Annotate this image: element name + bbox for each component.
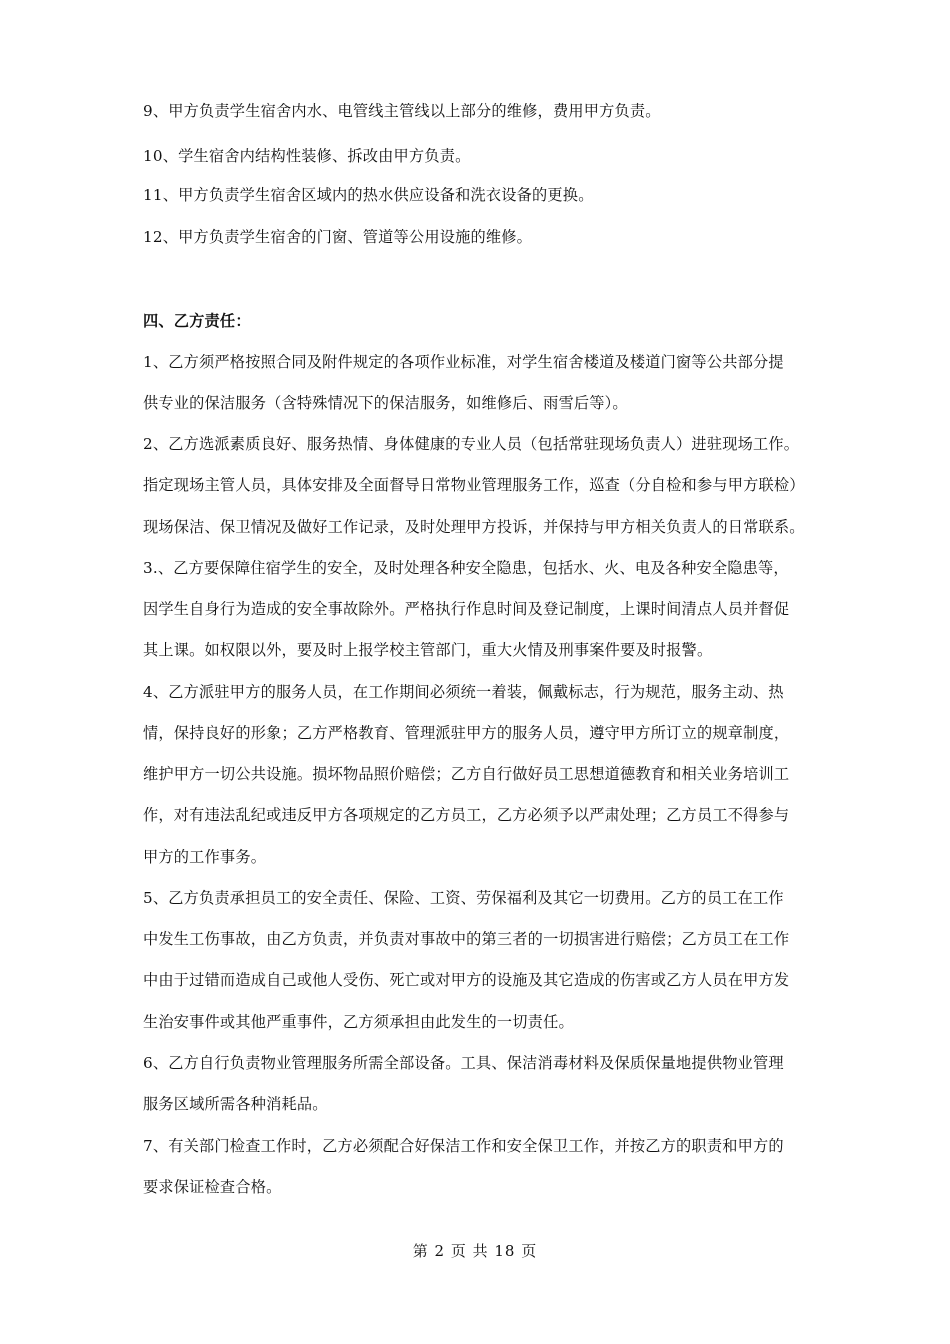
- paragraph-line: 情，保持良好的形象；乙方严格教育、管理派驻甲方的服务人员，遵守甲方所订立的规章制度，: [143, 724, 790, 742]
- paragraph-line: 因学生自身行为造成的安全事故除外。严格执行作息时间及登记制度，上课时间清点人员并督促: [143, 600, 790, 618]
- paragraph-line: 中由于过错而造成自己或他人受伤、死亡或对甲方的设施及其它造成的伤害或乙方人员在甲方发: [143, 971, 790, 989]
- paragraph-line: 11、甲方负责学生宿舍区域内的热水供应设备和洗衣设备的更换。: [143, 186, 594, 204]
- paragraph-line: 供专业的保洁服务（含特殊情况下的保洁服务，如维修后、雨雪后等）。: [143, 394, 628, 412]
- page-footer: 第 2 页 共 18 页: [412, 1242, 538, 1260]
- paragraph-line: 3.、乙方要保障住宿学生的安全，及时处理各种安全隐患，包括水、火、电及各种安全隐患等，: [143, 559, 789, 577]
- paragraph-line: 作，对有违法乱纪或违反甲方各项规定的乙方员工，乙方必须予以严肃处理；乙方员工不得参与: [143, 806, 790, 824]
- section-heading: 四、乙方责任：: [143, 312, 251, 330]
- paragraph-line: 甲方的工作事务。: [143, 848, 267, 866]
- paragraph-line: 指定现场主管人员，具体安排及全面督导日常物业管理服务工作，巡查（分自检和参与甲方联检）: [143, 476, 805, 494]
- paragraph-line: 7、有关部门检查工作时，乙方必须配合好保洁工作和安全保卫工作，并按乙方的职责和甲方的: [143, 1137, 784, 1155]
- paragraph-line: 9、甲方负责学生宿舍内水、电管线主管线以上部分的维修，费用甲方负责。: [143, 102, 661, 120]
- paragraph-line: 1、乙方须严格按照合同及附件规定的各项作业标准，对学生宿舍楼道及楼道门窗等公共部分提: [143, 353, 784, 371]
- paragraph-line: 服务区域所需各种消耗品。: [143, 1095, 328, 1113]
- paragraph-line: 要求保证检查合格。: [143, 1178, 282, 1196]
- paragraph-line: 5、乙方负责承担员工的安全责任、保险、工资、劳保福利及其它一切费用。乙方的员工在工作: [143, 889, 784, 907]
- paragraph-line: 12、甲方负责学生宿舍的门窗、管道等公用设施的维修。: [143, 228, 533, 246]
- paragraph-line: 2、乙方选派素质良好、服务热情、身体健康的专业人员（包括常驻现场负责人）进驻现场工作。: [143, 435, 800, 453]
- paragraph-line: 其上课。如权限以外，要及时上报学校主管部门，重大火情及刑事案件要及时报警。: [143, 641, 713, 659]
- paragraph-line: 维护甲方一切公共设施。损坏物品照价赔偿；乙方自行做好员工思想道德教育和相关业务培训工: [143, 765, 790, 783]
- paragraph-line: 现场保洁、保卫情况及做好工作记录，及时处理甲方投诉，并保持与甲方相关负责人的日常联系。: [143, 518, 805, 536]
- paragraph-line: 4、乙方派驻甲方的服务人员，在工作期间必须统一着装，佩戴标志，行为规范，服务主动、热: [143, 683, 784, 701]
- paragraph-line: 10、学生宿舍内结构性装修、拆改由甲方负责。: [143, 147, 471, 165]
- paragraph-line: 中发生工伤事故，由乙方负责，并负责对事故中的第三者的一切损害进行赔偿；乙方员工在工作: [143, 930, 790, 948]
- paragraph-line: 生治安事件或其他严重事件，乙方须承担由此发生的一切责任。: [143, 1013, 574, 1031]
- paragraph-line: 6、乙方自行负责物业管理服务所需全部设备。工具、保洁消毒材料及保质保量地提供物业管理: [143, 1054, 784, 1072]
